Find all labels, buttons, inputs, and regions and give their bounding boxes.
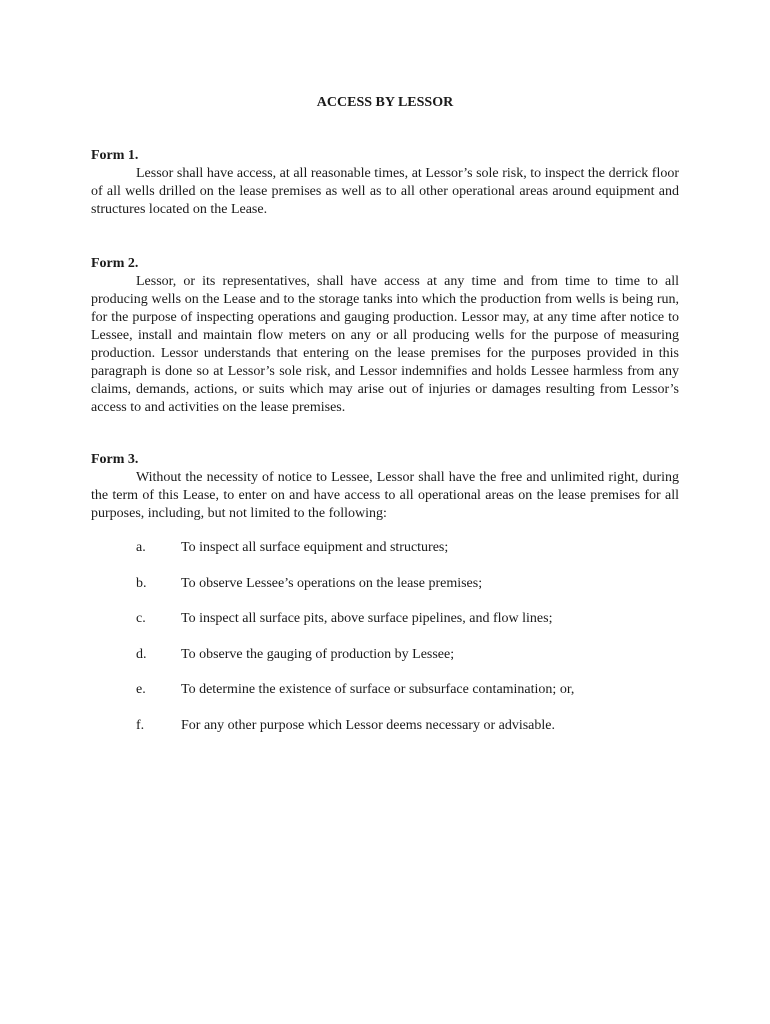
form-2-heading: Form 2. [91, 256, 139, 271]
list-item [136, 539, 696, 557]
form-3-heading: Form 3. [91, 452, 139, 467]
list-item [136, 717, 696, 735]
purpose-list [136, 539, 696, 753]
list-item-letter: a. [136, 540, 146, 555]
list-item-text: To inspect all surface equipment and structures; [181, 540, 449, 555]
list-item-letter: c. [136, 611, 146, 627]
list-item-text: To determine the existence of surface or subsurface contamination; or, [181, 682, 575, 698]
list-item-text: For any other purpose which Lessor deems necessary or advisable. [181, 717, 556, 733]
list-item-text: To observe the gauging of production by Lessee; [181, 646, 455, 662]
list-item-letter: f. [136, 717, 145, 733]
list-item [136, 681, 696, 699]
list-item-letter: b. [136, 575, 147, 591]
document-title: ACCESS BY LESSOR [316, 95, 454, 110]
form-3-body: Without the necessity of notice to Lessee, Lessor shall have the free and unlimited right, during the term of this Lease, to enter on and have access to all operational areas on the lease premises for all purposes, including, but not limited to the following: [91, 470, 679, 521]
list-item-text: To inspect all surface pits, above surface pipelines, and flow lines; [181, 611, 553, 627]
form-1-section [91, 147, 679, 219]
form-2-body: Lessor, or its representatives, shall have access at any time and from time to time to all producing wells on the Lease and to the storage tanks into which the production from wells is being run, for the purpose of inspecting operations and gauging production. Lessor may, at any time after notice to Lessee, install and maintain flow meters on any or all producing wells for the purpose of measuring production. Lessor understands that entering on the lease premises for the purposes provided in this paragraph is done so at Lessor’s sole risk, and Lessor indemnifies and holds Lessee harmless from any claims, demands, actions, or suits which may arise out of injuries or damages resulting from Lessor’s access to and activities on the lease premises. [91, 274, 679, 415]
form-3-section [91, 451, 679, 523]
list-item-text: To observe Lessee’s operations on the lease premises; [181, 575, 483, 591]
list-item-letter: e. [136, 682, 146, 698]
form-2-section [91, 255, 679, 417]
form-1-heading: Form 1. [91, 148, 139, 163]
list-item [136, 610, 696, 628]
list-item-letter: d. [136, 646, 147, 662]
list-item [136, 575, 696, 593]
form-1-body: Lessor shall have access, at all reasonable times, at Lessor’s sole risk, to inspect the derrick floor of all wells drilled on the lease premises as well as to all other operational areas around equipment and structures located on the Lease. [91, 166, 679, 217]
list-item [136, 646, 696, 664]
